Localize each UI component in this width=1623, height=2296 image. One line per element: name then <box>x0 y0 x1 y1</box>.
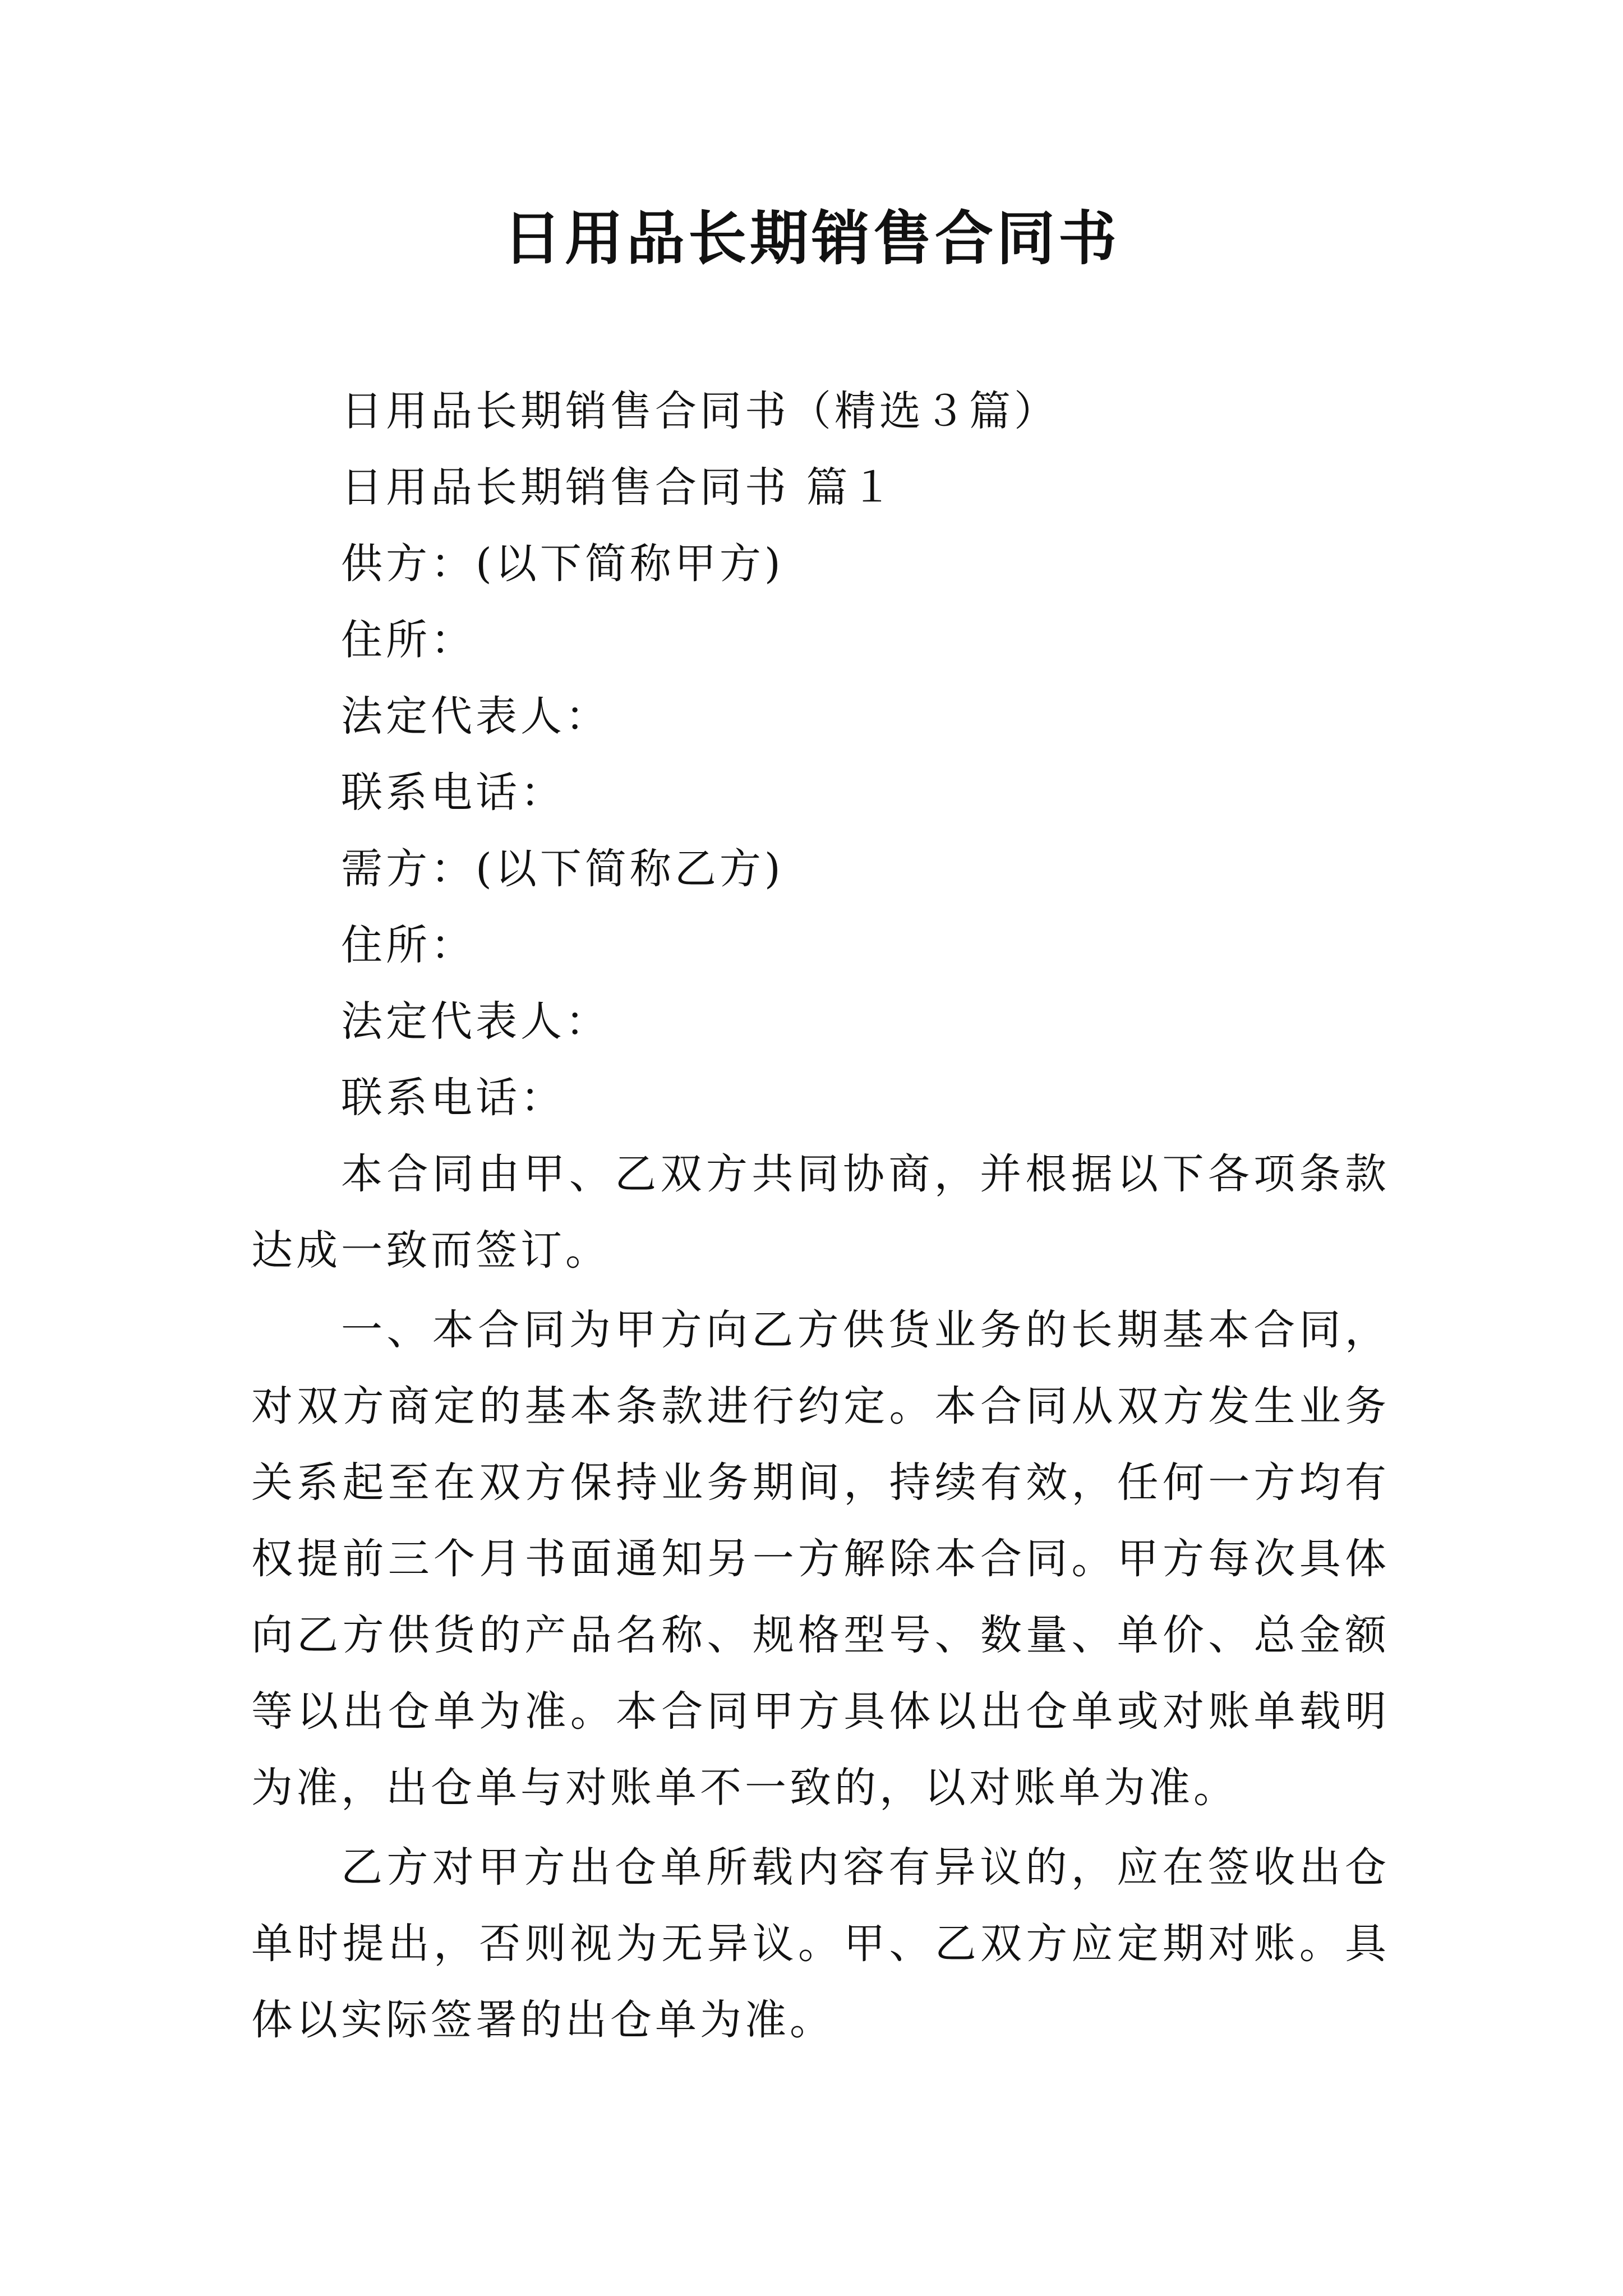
party-b-address: 住所： <box>341 921 476 969</box>
party-a-address: 住所： <box>341 616 476 664</box>
party-a-legal-rep: 法定代表人： <box>341 692 610 740</box>
paragraph-objection: 乙方对甲方出仓单所载内容有异议的，应在签收出仓单时提出，否则视为无异议。甲、乙双方应定期对账。具体以实际签署的出仓单为准。 <box>251 1843 1390 2044</box>
party-a-phone: 联系电话： <box>341 769 565 817</box>
party-a-label: 供方：(以下简称甲方) <box>341 540 784 588</box>
party-b-legal-rep: 法定代表人： <box>341 997 610 1046</box>
party-b-label: 需方：(以下简称乙方) <box>341 845 784 893</box>
document-title: 日用品长期销售合同书 <box>502 204 1120 273</box>
document-body <box>251 373 1390 2058</box>
part-heading: 日用品长期销售合同书 篇１ <box>341 463 896 512</box>
paragraph-intro: 本合同由甲、乙双方共同协商，并根据以下各项条款达成一致而签订。 <box>251 1150 1390 1274</box>
party-b-phone: 联系电话： <box>341 1074 565 1122</box>
paragraph-clause-1: 一、本合同为甲方向乙方供货业务的长期基本合同，对双方商定的基本条款进行约定。本合同从双方发生业务关系起至在双方保持业务期间，持续有效，任何一方均有权提前三个月书面通知另一方解除本合同。甲方每次具体向乙方供货的产品名称、规格型号、数量、单价、总金额等以出仓单为准。本合同甲方具体以出仓单或对账单载明为准，出仓单与对账单不一致的，以对账单为准。 <box>251 1306 1390 1812</box>
document-subtitle: 日用品长期销售合同书（精选３篇） <box>341 387 1059 435</box>
